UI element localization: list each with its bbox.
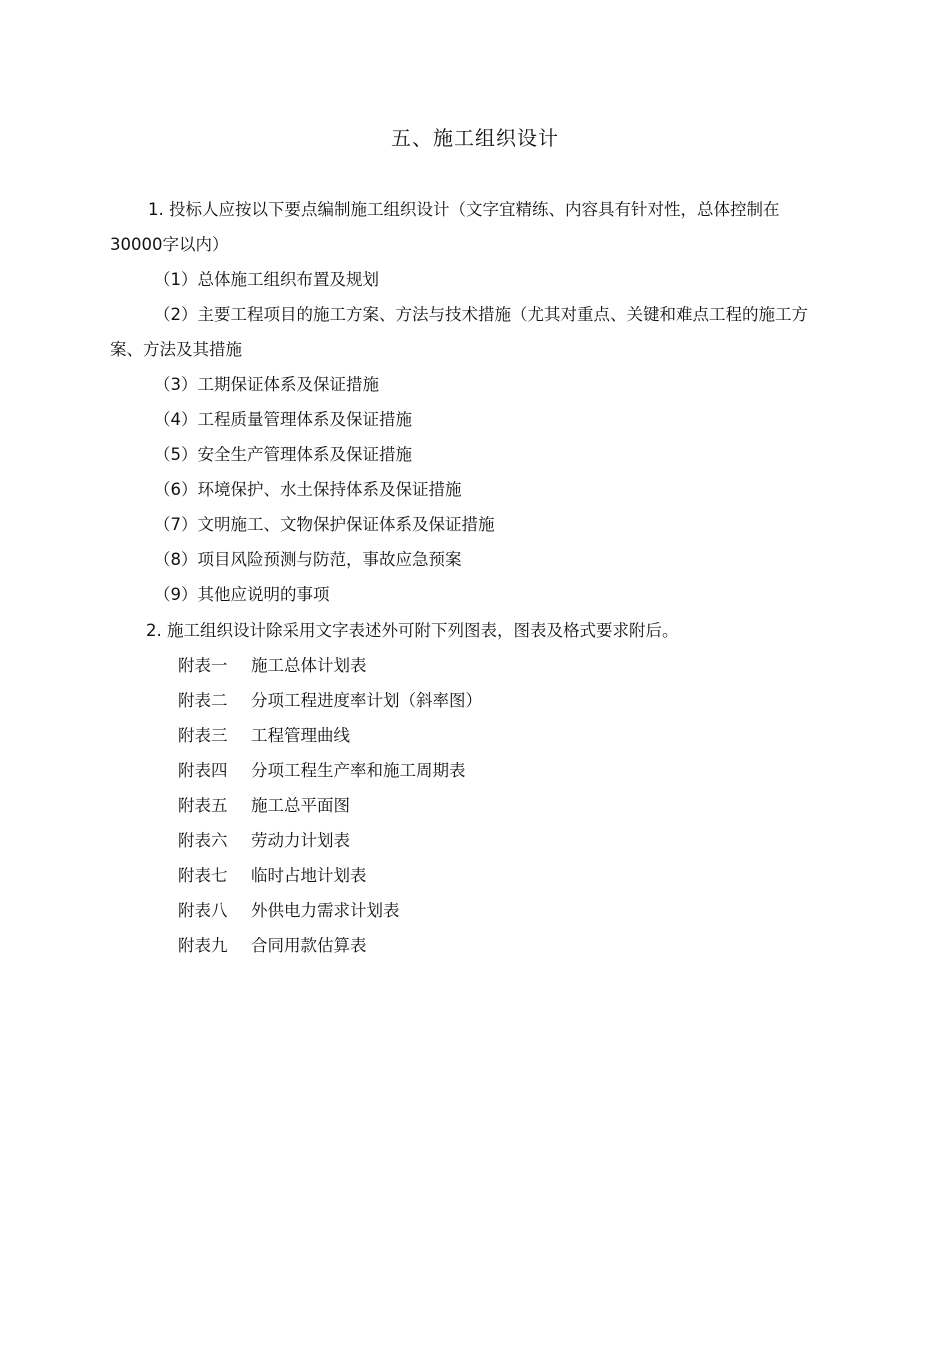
list-item: （3）工期保证体系及保证措施 xyxy=(154,375,379,394)
paragraph-2: 2. 施工组织设计除采用文字表述外可附下列图表，图表及格式要求附后。 xyxy=(146,621,679,640)
list-item: （8）项目风险预测与防范，事故应急预案 xyxy=(154,550,462,569)
page-title: 五、施工组织设计 xyxy=(391,126,559,150)
list-item: （6）环境保护、水土保持体系及保证措施 xyxy=(154,480,462,499)
list-item: （5）安全生产管理体系及保证措施 xyxy=(154,445,412,464)
appendix-text: 外供电力需求计划表 xyxy=(251,901,400,920)
list-item: （1）总体施工组织布置及规划 xyxy=(154,270,379,289)
appendix-label: 附表四 xyxy=(178,761,228,780)
appendix-text: 劳动力计划表 xyxy=(251,831,350,850)
appendix-row xyxy=(178,683,482,718)
appendix-label: 附表三 xyxy=(178,726,228,745)
appendix-label: 附表九 xyxy=(178,936,228,955)
appendix-text: 工程管理曲线 xyxy=(251,726,350,745)
appendix-text: 临时占地计划表 xyxy=(251,866,367,885)
appendix-row xyxy=(178,893,400,928)
list-item: （2）主要工程项目的施工方案、方法与技术措施（尤其对重点、关键和难点工程的施工方案、方法及其措施 xyxy=(110,305,808,359)
appendix-text: 合同用款估算表 xyxy=(251,936,367,955)
appendix-label: 附表二 xyxy=(178,691,228,710)
appendix-row xyxy=(178,718,350,753)
appendix-label: 附表一 xyxy=(178,656,228,675)
appendix-label: 附表六 xyxy=(178,831,228,850)
appendix-text: 分项工程进度率计划（斜率图） xyxy=(251,691,482,710)
appendix-label: 附表七 xyxy=(178,866,228,885)
list-item: （9）其他应说明的事项 xyxy=(154,585,330,604)
paragraph-1: 1. 投标人应按以下要点编制施工组织设计（文字宜精练、内容具有针对性，总体控制在 30000字以内） xyxy=(110,200,780,254)
appendix-label: 附表五 xyxy=(178,796,228,815)
appendix-row xyxy=(178,648,367,683)
list-item: （7）文明施工、文物保护保证体系及保证措施 xyxy=(154,515,495,534)
appendix-text: 施工总体计划表 xyxy=(251,656,367,675)
appendix-row xyxy=(178,928,367,963)
appendix-label: 附表八 xyxy=(178,901,228,920)
appendix-row xyxy=(178,788,350,823)
list-item: （4）工程质量管理体系及保证措施 xyxy=(154,410,412,429)
appendix-text: 施工总平面图 xyxy=(251,796,350,815)
appendix-row xyxy=(178,823,350,858)
appendix-row xyxy=(178,753,466,788)
appendix-text: 分项工程生产率和施工周期表 xyxy=(251,761,466,780)
appendix-row xyxy=(178,858,367,893)
